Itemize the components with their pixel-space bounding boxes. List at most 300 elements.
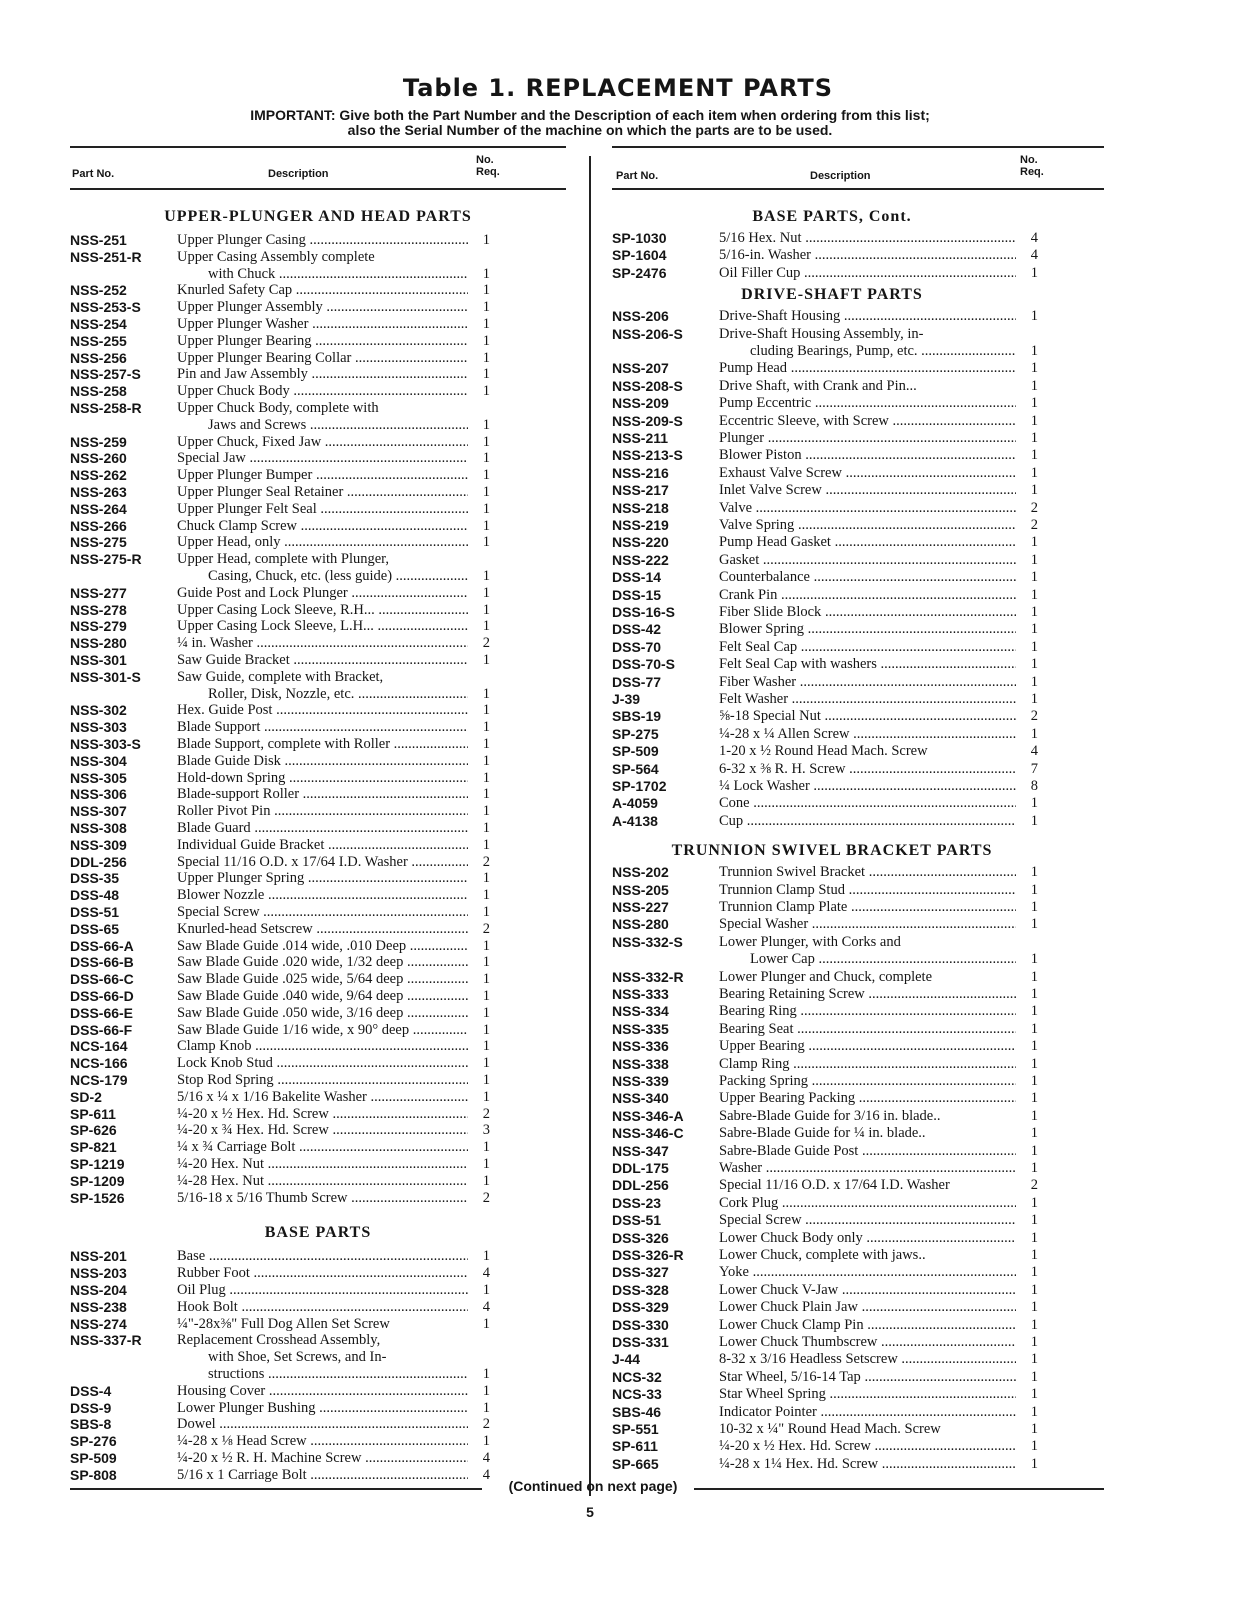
quantity-required: 2: [1030, 1177, 1038, 1194]
part-row: [70, 400, 566, 417]
part-row: [70, 450, 566, 467]
part-number: NSS-256: [70, 349, 127, 366]
quantity-required: 1: [482, 1055, 490, 1072]
part-row: [70, 467, 566, 484]
quantity-required: 1: [482, 1004, 490, 1021]
part-row: [612, 1177, 1052, 1194]
part-description: Oil Plug .....: [177, 1282, 468, 1299]
part-row: [70, 1005, 566, 1022]
part-number: NSS-259: [70, 433, 127, 450]
part-number: DSS-66-D: [70, 988, 134, 1004]
quantity-required: 1: [1030, 447, 1038, 464]
part-description: Upper Plunger Bumper .....: [177, 467, 468, 484]
quantity-required: 1: [1030, 881, 1038, 898]
part-row: [70, 1383, 566, 1400]
part-row: [612, 1003, 1052, 1020]
part-number: A-4138: [612, 812, 658, 829]
quantity-required: 1: [482, 1382, 490, 1399]
part-number: NSS-238: [70, 1298, 127, 1315]
part-description: Inlet Valve Screw .....: [719, 482, 1016, 499]
part-description: 10-32 x ¼" Round Head Mach. Screw: [719, 1421, 941, 1437]
part-number: DSS-327: [612, 1264, 669, 1281]
part-description: with Chuck .....: [208, 266, 468, 283]
part-number: SP-821: [70, 1139, 117, 1156]
part-row: [70, 837, 566, 854]
part-description: Upper Plunger Bearing Collar .....: [177, 350, 468, 367]
quantity-required: 4: [482, 1298, 490, 1315]
part-row: [612, 1090, 1052, 1107]
quantity-required: 1: [1030, 308, 1038, 325]
part-description: Blower Spring .....: [719, 621, 1016, 638]
part-description: structions .....: [208, 1366, 468, 1383]
part-description: cluding Bearings, Pump, etc. .....: [750, 343, 1016, 360]
part-description: ¼-20 x ¾ Hex. Hd. Screw .....: [177, 1122, 468, 1139]
part-description: Bearing Seat .....: [719, 1021, 1016, 1038]
part-number: NSS-302: [70, 702, 127, 719]
part-row: [612, 899, 1052, 916]
part-number: SP-564: [612, 760, 659, 777]
quantity-required: 1: [482, 1172, 490, 1189]
quantity-required: 1: [482, 500, 490, 517]
part-number: NSS-203: [70, 1265, 127, 1282]
part-description: Pin and Jaw Assembly .....: [177, 366, 468, 383]
part-row: [612, 360, 1052, 377]
part-number: NSS-201: [70, 1248, 127, 1265]
part-description: Lower Chuck, complete with jaws..: [719, 1247, 926, 1263]
part-description: Bearing Retaining Screw .....: [719, 986, 1016, 1003]
part-description: Blade Support .....: [177, 719, 468, 736]
quantity-required: 1: [1030, 551, 1038, 568]
part-description: ¼"-28x⅜" Full Dog Allen Set Screw: [177, 1315, 390, 1332]
part-row: [70, 1089, 566, 1106]
part-row: [612, 778, 1052, 795]
quantity-required: 1: [482, 265, 490, 282]
part-number: DDL-175: [612, 1160, 669, 1176]
part-row: [70, 686, 566, 703]
quantity-required: 1: [1030, 1038, 1038, 1055]
part-row: [612, 569, 1052, 586]
quantity-required: 1: [482, 349, 490, 366]
part-description: Blade-support Roller .....: [177, 786, 468, 803]
page-number: 5: [586, 1504, 594, 1520]
part-number: NSS-307: [70, 803, 127, 820]
part-row: [612, 413, 1052, 430]
part-row: [70, 585, 566, 602]
quantity-required: 1: [482, 971, 490, 988]
quantity-required: 2: [482, 1189, 490, 1206]
part-row: [70, 1265, 566, 1282]
part-number: SP-1030: [612, 230, 667, 246]
part-row: [70, 786, 566, 803]
quantity-required: 1: [1030, 1160, 1038, 1176]
part-row: [612, 343, 1052, 360]
part-row: [612, 1438, 1052, 1455]
part-number: SP-1219: [70, 1156, 125, 1172]
part-number: NCS-32: [612, 1368, 662, 1385]
header-no: No.: [476, 154, 494, 166]
part-row: [612, 517, 1052, 534]
part-row: [70, 820, 566, 837]
part-row: [70, 1416, 566, 1433]
header-req: Req.: [476, 166, 500, 178]
part-description: Felt Seal Cap .....: [719, 639, 1016, 656]
part-description: Eccentric Sleeve, with Screw .....: [719, 413, 1016, 430]
part-row: [70, 719, 566, 736]
part-number: NSS-206-S: [612, 325, 683, 342]
part-row: [612, 482, 1052, 499]
part-description: Hold-down Spring .....: [177, 770, 468, 787]
part-description: Gasket .....: [719, 552, 1016, 569]
part-row: [612, 916, 1052, 933]
part-number: NSS-208-S: [612, 377, 683, 394]
part-row: [612, 1143, 1052, 1160]
quantity-required: 1: [1030, 1368, 1038, 1385]
quantity-required: 1: [1030, 1386, 1038, 1403]
part-row: [70, 1282, 566, 1299]
part-number: DSS-66-A: [70, 937, 134, 954]
part-number: DSS-331: [612, 1334, 669, 1350]
part-number: NSS-277: [70, 584, 127, 601]
quantity-required: 1: [482, 1248, 490, 1265]
part-description: 5/16 Hex. Nut .....: [719, 230, 1016, 247]
part-description: Clamp Knob .....: [177, 1038, 468, 1055]
part-number: NSS-219: [612, 517, 669, 533]
part-row: [70, 551, 566, 568]
part-number: NSS-274: [70, 1315, 127, 1332]
quantity-required: 1: [1030, 986, 1038, 1002]
part-description: Upper Plunger Seal Retainer .....: [177, 484, 468, 501]
header-no: No.: [1020, 154, 1038, 166]
part-row: [70, 568, 566, 585]
part-description: Star Wheel Spring .....: [719, 1386, 1016, 1403]
part-row: [70, 1022, 566, 1039]
part-number: DDL-256: [612, 1177, 669, 1194]
part-number: NSS-254: [70, 316, 127, 332]
part-description: Lower Chuck Body only .....: [719, 1230, 1016, 1247]
quantity-required: 1: [1030, 1264, 1038, 1281]
quantity-required: 1: [1030, 1229, 1038, 1246]
part-row: [70, 1173, 566, 1190]
quantity-required: 1: [1030, 360, 1038, 377]
part-row: [70, 602, 566, 619]
part-description: 6-32 x ⅜ R. H. Screw .....: [719, 761, 1016, 778]
part-row: [612, 395, 1052, 412]
part-description: Saw Blade Guide .014 wide, .010 Deep .....: [177, 938, 468, 955]
part-row: [70, 938, 566, 955]
quantity-required: 1: [482, 534, 490, 551]
part-description: Upper Plunger Bearing .....: [177, 333, 468, 350]
part-row: [70, 887, 566, 904]
part-row: [70, 1299, 566, 1316]
quantity-required: 1: [1030, 395, 1038, 412]
column-divider: [589, 156, 591, 1496]
quantity-required: 1: [1030, 656, 1038, 673]
part-row: [70, 870, 566, 887]
part-description: Saw Blade Guide .040 wide, 9/64 deep .....: [177, 988, 468, 1005]
quantity-required: 3: [482, 1122, 490, 1139]
part-number: NSS-308: [70, 820, 127, 836]
part-description: Trunnion Clamp Plate .....: [719, 899, 1016, 916]
quantity-required: 1: [1030, 1438, 1038, 1455]
quantity-required: 1: [482, 1366, 490, 1382]
part-number: SP-1526: [70, 1189, 125, 1206]
part-row: [612, 1334, 1052, 1351]
quantity-required: 1: [1030, 673, 1038, 690]
quantity-required: 1: [1030, 377, 1038, 394]
part-number: SP-1702: [612, 778, 667, 794]
quantity-required: 2: [482, 853, 490, 870]
quantity-required: 1: [1030, 264, 1038, 281]
quantity-required: 1: [1030, 464, 1038, 481]
part-number: DSS-66-C: [70, 971, 134, 988]
part-row: [70, 383, 566, 400]
part-row: [70, 1433, 566, 1450]
quantity-required: 1: [1030, 951, 1038, 968]
part-description: Fiber Washer .....: [719, 674, 1016, 691]
part-row: [612, 986, 1052, 1003]
part-description: Chuck Clamp Screw .....: [177, 518, 468, 535]
part-number: NSS-275-R: [70, 551, 142, 568]
part-number: NSS-347: [612, 1142, 669, 1159]
quantity-required: 2: [1030, 499, 1038, 516]
part-number: DSS-51: [70, 904, 120, 920]
part-number: NSS-217: [612, 482, 669, 499]
part-row: [70, 803, 566, 820]
part-row: [70, 753, 566, 770]
part-number: NCS-164: [70, 1038, 128, 1055]
part-number: NSS-253-S: [70, 299, 141, 316]
part-number: NSS-301-S: [70, 668, 141, 685]
quantity-required: 2: [482, 920, 490, 937]
part-row: [70, 1106, 566, 1123]
quantity-required: 2: [482, 1416, 490, 1433]
quantity-required: 1: [1030, 1316, 1038, 1333]
part-number: NSS-204: [70, 1282, 127, 1298]
quantity-required: 4: [482, 1466, 490, 1483]
part-description: Saw Blade Guide .025 wide, 5/64 deep .....: [177, 971, 468, 988]
part-row: [612, 604, 1052, 621]
part-number: SP-275: [612, 725, 659, 742]
part-number: DSS-65: [70, 920, 120, 937]
quantity-required: 8: [1030, 778, 1038, 794]
part-row: [612, 656, 1052, 673]
right-column: [612, 146, 1052, 1472]
quantity-required: 1: [1030, 1055, 1038, 1072]
part-row: [70, 770, 566, 787]
footer-rule-right: [694, 1488, 1104, 1490]
part-row: [70, 434, 566, 451]
quantity-required: 1: [482, 316, 490, 332]
part-number: NCS-166: [70, 1055, 128, 1072]
part-description: Pump Eccentric .....: [719, 395, 1016, 412]
part-number: NSS-333: [612, 986, 669, 1002]
part-description: Cup .....: [719, 813, 1016, 830]
quantity-required: 1: [1030, 864, 1038, 881]
part-number: SP-509: [70, 1450, 117, 1466]
quantity-required: 1: [482, 433, 490, 450]
quantity-required: 1: [482, 786, 490, 803]
part-row: [70, 534, 566, 551]
part-description: Upper Head, only .....: [177, 534, 468, 551]
quantity-required: 1: [1030, 604, 1038, 620]
part-row: [612, 621, 1052, 638]
part-description: Lock Knob Stud .....: [177, 1055, 468, 1072]
part-description: 5/16 x ¼ x 1/16 Bakelite Washer .....: [177, 1089, 468, 1106]
quantity-required: 2: [1030, 517, 1038, 533]
part-number: NCS-179: [70, 1072, 128, 1088]
part-number: NSS-251-R: [70, 248, 142, 265]
part-row: [70, 1248, 566, 1265]
page-title: Table 1. REPLACEMENT PARTS: [402, 74, 834, 102]
part-row: [612, 1282, 1052, 1299]
part-description: Rubber Foot .....: [177, 1265, 468, 1282]
part-number: NSS-339: [612, 1073, 669, 1089]
part-row: [70, 702, 566, 719]
part-number: NSS-264: [70, 500, 127, 517]
part-row: [612, 1038, 1052, 1055]
quantity-required: 1: [1030, 1351, 1038, 1368]
part-description: Roller Pivot Pin .....: [177, 803, 468, 820]
quantity-required: 1: [482, 1088, 490, 1105]
quantity-required: 2: [482, 635, 490, 652]
quantity-required: 1: [1030, 1334, 1038, 1350]
part-number: NSS-262: [70, 467, 127, 484]
part-row: [612, 1160, 1052, 1177]
part-number: DSS-42: [612, 621, 662, 638]
quantity-required: 1: [482, 836, 490, 853]
quantity-required: 1: [1030, 812, 1038, 829]
part-number: NSS-205: [612, 881, 669, 898]
part-description: ¼-20 x ½ Hex. Hd. Screw .....: [177, 1106, 468, 1123]
part-row: [70, 921, 566, 938]
quantity-required: 1: [1030, 1073, 1038, 1089]
quantity-required: 1: [1030, 1003, 1038, 1020]
part-description: Special Washer .....: [719, 916, 1016, 933]
part-description: Counterbalance .....: [719, 569, 1016, 586]
part-description: ¼ x ¾ Carriage Bolt .....: [177, 1139, 468, 1156]
part-row: [70, 635, 566, 652]
part-description: Saw Blade Guide .020 wide, 1/32 deep .....: [177, 954, 468, 971]
section-title: TRUNNION SWIVEL BRACKET PARTS: [671, 842, 993, 860]
part-description: Lower Cap .....: [750, 951, 1016, 968]
quantity-required: 1: [482, 736, 490, 752]
part-number: NSS-338: [612, 1055, 669, 1072]
part-description: 8-32 x 3/16 Headless Setscrew .....: [719, 1351, 1016, 1368]
quantity-required: 1: [482, 1021, 490, 1038]
part-row: [70, 1122, 566, 1139]
quantity-required: 1: [482, 383, 490, 400]
quantity-required: 1: [1030, 1107, 1038, 1124]
part-description: Special Screw .....: [177, 904, 468, 921]
part-description: ⅝-18 Special Nut .....: [719, 708, 1016, 725]
part-number: NSS-251: [70, 232, 127, 248]
part-row: [612, 951, 1052, 968]
quantity-required: 1: [482, 803, 490, 820]
quantity-required: 1: [1030, 638, 1038, 655]
part-row: [612, 864, 1052, 881]
part-row: [612, 1456, 1052, 1473]
part-description: 5/16-18 x 5/16 Thumb Screw .....: [177, 1190, 468, 1207]
part-row: [612, 1369, 1052, 1386]
quantity-required: 1: [482, 299, 490, 316]
part-description: Blower Nozzle .....: [177, 887, 468, 904]
part-description: Blade Guide Disk .....: [177, 753, 468, 770]
important-note-line-2: also the Serial Number of the machine on which the parts are to be used.: [347, 122, 833, 138]
part-number: NSS-278: [70, 601, 127, 618]
part-row: [612, 969, 1052, 986]
part-number: NSS-218: [612, 499, 669, 516]
part-number: DSS-328: [612, 1281, 669, 1298]
part-row: [70, 904, 566, 921]
quantity-required: 1: [1030, 1247, 1038, 1263]
part-number: NSS-257-S: [70, 366, 141, 383]
section-title: BASE PARTS: [264, 1224, 372, 1242]
quantity-required: 1: [1030, 1090, 1038, 1107]
part-description: Upper Head, complete with Plunger,: [177, 551, 390, 568]
part-row: [612, 1108, 1052, 1125]
part-row: [70, 333, 566, 350]
header-part-no: Part No.: [72, 168, 115, 180]
part-number: NSS-275: [70, 534, 127, 551]
part-number: NSS-202: [612, 864, 669, 881]
part-row: [70, 1055, 566, 1072]
part-row: [612, 1056, 1052, 1073]
header-part-no: Part No.: [616, 170, 659, 182]
section-title: UPPER-PLUNGER AND HEAD PARTS: [164, 208, 472, 225]
part-description: Lower Plunger Bushing .....: [177, 1400, 468, 1417]
part-description: Clamp Ring .....: [719, 1056, 1016, 1073]
part-description: Plunger .....: [719, 430, 1016, 447]
continued-note: (Continued on next page): [508, 1478, 678, 1494]
part-description: Special Screw .....: [719, 1212, 1016, 1229]
part-number: NSS-335: [612, 1020, 669, 1037]
part-number: NSS-216: [612, 464, 669, 481]
part-number: SP-276: [70, 1433, 117, 1450]
part-number: NSS-211: [612, 430, 669, 446]
quantity-required: 1: [1030, 1212, 1038, 1229]
part-row: [612, 708, 1052, 725]
part-description: Lower Chuck Plain Jaw .....: [719, 1299, 1016, 1316]
part-number: DSS-326: [612, 1229, 669, 1246]
part-number: NSS-336: [612, 1038, 669, 1055]
part-description: Trunnion Swivel Bracket .....: [719, 864, 1016, 881]
part-number: SP-611: [612, 1438, 658, 1455]
part-number: NSS-334: [612, 1003, 669, 1020]
header-description: Description: [810, 170, 871, 182]
part-row: [612, 1195, 1052, 1212]
quantity-required: 1: [1030, 412, 1038, 429]
quantity-required: 1: [482, 416, 490, 433]
quantity-required: 1: [482, 954, 490, 971]
quantity-required: 1: [482, 450, 490, 467]
part-number: SP-551: [612, 1421, 659, 1437]
part-row: [70, 366, 566, 383]
quantity-required: 1: [1030, 899, 1038, 915]
part-description: Special Jaw .....: [177, 450, 468, 467]
quantity-required: 4: [482, 1265, 490, 1282]
quantity-required: 1: [482, 467, 490, 484]
part-number: NSS-303-S: [70, 736, 141, 752]
part-row: [70, 954, 566, 971]
part-description: Saw Blade Guide 1/16 wide, x 90° deep .....: [177, 1022, 468, 1039]
quantity-required: 1: [482, 1282, 490, 1298]
part-number: NSS-337-R: [70, 1332, 142, 1349]
part-description: Upper Bearing Packing .....: [719, 1090, 1016, 1107]
quantity-required: 1: [482, 568, 490, 584]
quantity-required: 1: [1030, 430, 1038, 446]
part-row: [612, 813, 1052, 830]
part-number: NSS-346-C: [612, 1125, 684, 1142]
